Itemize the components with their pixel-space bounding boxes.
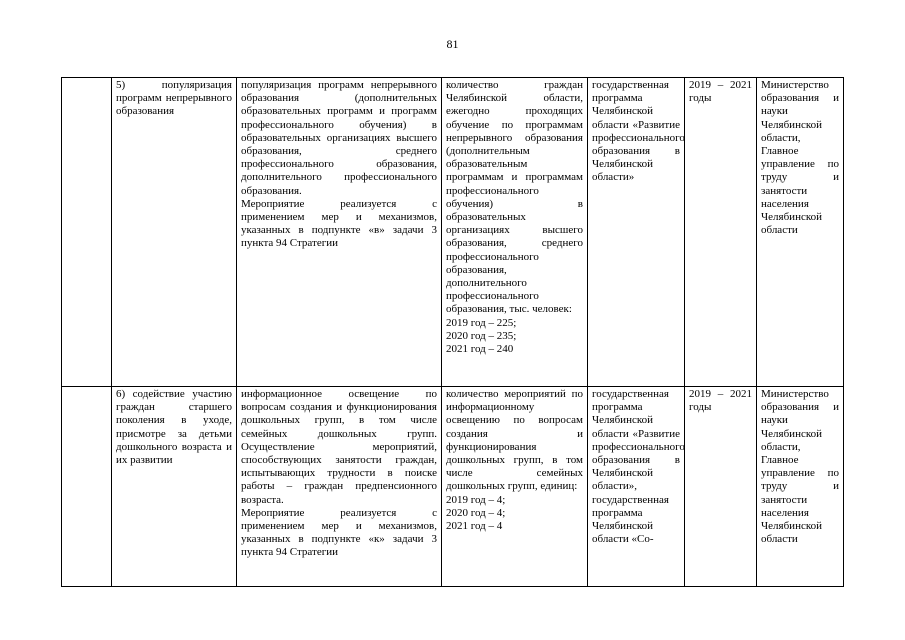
indicator-value: 2020 год – 4; [446, 506, 506, 519]
measure-text: популяризация программ непрерывного образования (дополнительных образовательных программ и программ профессионального обучения) в образовательных организациях высшего образования, среднего профессионального образования, дополнительного профессионального образования. [241, 79, 437, 197]
measures-table [61, 77, 844, 587]
indicator-value: 2019 год – 4; [446, 493, 506, 506]
period-cell: 2019 – 2021 годы [685, 78, 757, 387]
indicator-value: 2019 год – 225; [446, 316, 517, 329]
table-row [62, 78, 844, 387]
row-number-cell [62, 387, 112, 587]
indicator-cell [442, 387, 588, 587]
task-cell: 5) популяризация программ непрерывного образования [112, 78, 237, 387]
indicator-value: 2021 год – 4 [446, 520, 503, 533]
measure-note: Мероприятие реализуется с применением мер и механизмов, указанных в подпункте «к» задачи 3 пункта 94 Стратегии [241, 506, 437, 559]
measure-cell [237, 78, 442, 387]
measure-note: Мероприятие реализуется с применением мер и механизмов, указанных в подпункте «в» задачи 3 пункта 94 Стратегии [241, 197, 437, 250]
indicator-text: количество граждан Челябинской области, ежегодно проходящих обучение по программам непрерывного образования (дополнительным образовательным программам и программам профессионального обучения) в образовательных организациях высшего образования, среднего профессионального образования, дополнительного профессионального образования, тыс. человек: [446, 79, 583, 316]
period-cell: 2019 – 2021 годы [685, 387, 757, 587]
responsible-cell: Министерство образования и науки Челябинской области, Главное управление по труду и занятости населения Челябинской области [757, 387, 844, 587]
indicator-value: 2021 год – 240 [446, 343, 514, 356]
indicator-cell [442, 78, 588, 387]
measure-text: информационное освещение по вопросам создания и функционирования дошкольных групп, в том числе семейных дошкольных групп. Осуществление мероприятий, способствующих занятости граждан, испытывающих трудности в поиске работы – граждан предпенсионного возраста. [241, 388, 437, 506]
indicator-text: количество мероприятий по информационному освещению по вопросам создания и функционирования дошкольных групп, в том числе семейных дошкольных групп, единиц: [446, 388, 583, 493]
task-cell: 6) содействие участию граждан старшего поколения в уходе, присмотре за детьми дошкольного возраста и их развитии [112, 387, 237, 587]
indicator-value: 2020 год – 235; [446, 329, 517, 342]
program-cell: государственная программа Челябинской области «Развитие профессионального образования в Челябинской области», государственная программа Челябинской области «Со- [588, 387, 685, 587]
row-number-cell [62, 78, 112, 387]
program-cell: государственная программа Челябинской области «Развитие профессионального образования в Челябинской области» [588, 78, 685, 387]
responsible-cell: Министерство образования и науки Челябинской области, Главное управление по труду и занятости населения Челябинской области [757, 78, 844, 387]
page-number: 81 [446, 37, 459, 51]
measure-cell [237, 387, 442, 587]
table-row [62, 387, 844, 587]
